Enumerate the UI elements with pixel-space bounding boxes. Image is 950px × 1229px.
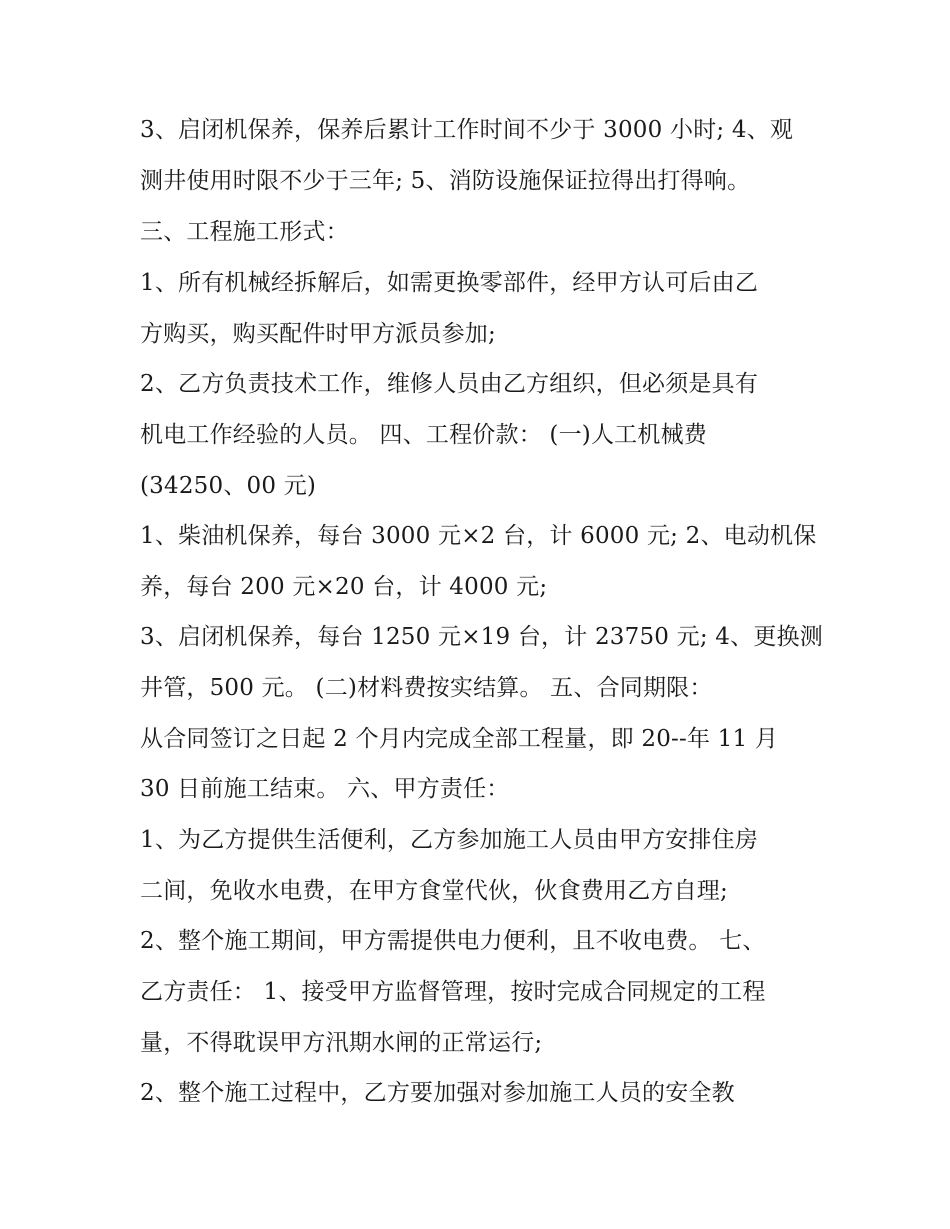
text-line: 机电工作经验的人员。 四、工程价款： (一)人工机械费 [140,422,707,448]
text-line: 30 日前施工结束。 六、甲方责任： [140,776,510,802]
text-line: 1、所有机械经拆解后，如需更换零部件，经甲方认可后由乙 [140,270,759,296]
text-line: 方购买，购买配件时甲方派员参加; [140,321,496,347]
text-line: 乙方责任： 1、接受甲方监督管理，按时完成合同规定的工程 [140,979,766,1005]
text-line: 二间，免收水电费，在甲方食堂代伙，伙食费用乙方自理; [140,878,728,904]
text-line: (34250、00 元) [140,473,317,499]
text-line: 3、启闭机保养，每台 1250 元×19 台，计 23750 元; 4、更换测 [140,624,823,650]
text-line: 井管，500 元。 (二)材料费按实结算。 五、合同期限： [140,675,713,701]
text-line: 从合同签订之日起 2 个月内完成全部工程量，即 20--年 11 月 [140,726,779,752]
section-heading: 三、工程施工形式： [140,219,349,245]
text-line: 量，不得耽误甲方汛期水闸的正常运行; [140,1030,543,1056]
text-line: 2、乙方负责技术工作，维修人员由乙方组织，但必须是具有 [140,371,759,397]
text-line: 2、整个施工过程中，乙方要加强对参加施工人员的安全教 [140,1080,735,1106]
text-line: 1、为乙方提供生活便利，乙方参加施工人员由甲方安排住房 [140,827,759,853]
text-line: 2、整个施工期间，甲方需提供电力便利，且不收电费。 七、 [140,928,766,954]
text-line: 测井使用时限不少于三年; 5、消防设施保证拉得出打得响。 [140,168,751,194]
text-line: 养，每台 200 元×20 台，计 4000 元; [140,574,548,600]
text-line: 3、启闭机保养，保养后累计工作时间不少于 3000 小时; 4、观 [140,117,794,143]
text-line: 1、柴油机保养，每台 3000 元×2 台，计 6000 元; 2、电动机保 [140,523,817,549]
